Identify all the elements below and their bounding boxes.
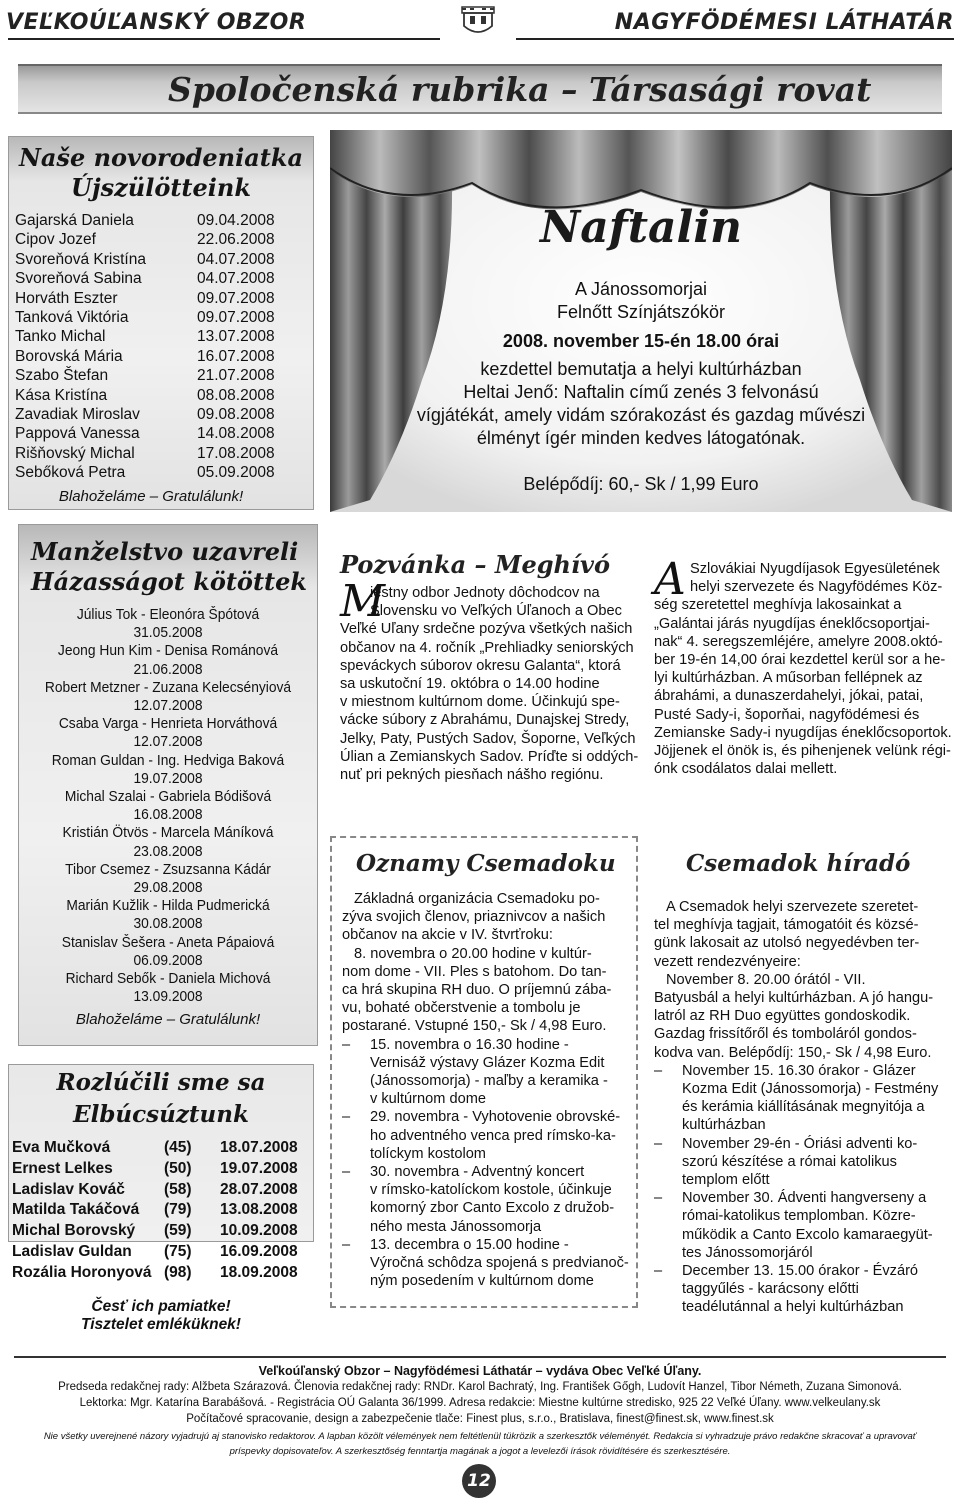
list-item [342,1036,626,1109]
list-dash: – [342,1036,351,1053]
death-date: 18.07.2008 [220,1139,298,1156]
text-line: komorný zbor Canto Excolo z družob- [370,1200,615,1217]
marriage-couple: Kristián Ötvös - Marcela Máníková [62,824,274,842]
deaths-block [8,1068,314,1334]
birth-date: 22.06.2008 [197,231,275,249]
birth-date: 04.07.2008 [197,270,275,288]
birth-date: 08.08.2008 [197,386,275,404]
deaths-title-hu: Elbúcsúztunk [73,1101,249,1128]
text-line: v rímsko-katolíckom kostole, účinkuje [370,1182,612,1199]
marriage-couple: Marián Kužlik - Hilda Pudmerická [66,897,270,915]
birth-row [15,386,313,405]
text-line: občanov na akcie v IV. štvrťroku: [342,927,553,944]
death-age: (79) [164,1201,192,1219]
marriages-title-hu: Házasságot kötöttek [31,567,308,596]
text-line: November 30. Ádventi hangverseny a [682,1190,927,1207]
birth-date: 09.04.2008 [197,212,275,229]
text-line: Veľké Uľany srdečne pozýva všetkých našich [340,621,633,638]
marriage-couple: Robert Metzner - Zuzana Kelecsényiová [44,678,292,696]
marriage-couple: Csaba Varga - Henrieta Horváthová [58,715,278,733]
birth-date: 16.07.2008 [197,347,275,365]
csemadok-sk-intro [342,890,626,1036]
list-dash: – [654,1062,663,1079]
naftalin-title: Naftalin [540,202,742,253]
death-row [12,1263,314,1284]
list-dash: – [654,1190,663,1207]
deaths-closing-sk: Česť ich pamiatke! [91,1297,231,1315]
text-line: November 29-én - Óriási adventi ko- [682,1135,918,1152]
births-title-hu: Újszülötteink [71,173,251,202]
death-row [12,1242,314,1263]
hu-invite-dropcap: A [654,554,686,605]
birth-name: Svoreňová Sabina [15,270,142,288]
marriage-date: 13.09.2008 [133,988,203,1006]
text-line: ca hrá skupina RH duo. O príjemnú zába- [342,982,612,999]
birth-name: Zavadiak Miroslav [15,406,140,424]
masthead-left-rule [8,38,440,40]
text-line: Szlovákiai Nyugdíjasok Egyesületének [690,561,940,577]
death-age: (45) [164,1139,192,1156]
text-line: templom előtt [682,1172,770,1189]
death-name: Matilda Takáčová [12,1201,140,1219]
text-line: tes Jánossomorjáról [682,1244,813,1261]
text-line: v miestnom kultúrnom dome. Účinkujú spe- [340,694,620,711]
text-line: günk lakosait az utolsó negyedévben ter- [654,935,920,952]
text-line: December 13. 15.00 órakor - Évzáró [682,1263,919,1280]
marriage-date: 19.07.2008 [133,769,203,787]
text-line: Batyusbál a helyi kultúrházban. A jó hangu- [654,990,934,1007]
death-row [12,1180,314,1201]
marriages-congrats: Blahoželáme – Gratulálunk! [75,1011,261,1029]
marriage-date: 06.09.2008 [133,951,203,969]
marriages-title-sk: Manželstvo uzavreli [31,537,299,566]
births-list [15,211,313,483]
csemadok-hu-items [654,1062,938,1317]
text-line: November 8. 20.00 órától - VII. [666,971,866,988]
text-line: ným posedením v kultúrnom dome [370,1273,594,1290]
hu-invite-article [654,554,952,778]
birth-date: 09.07.2008 [197,309,275,327]
death-name: Ernest Lelkes [12,1159,113,1177]
birth-row [15,327,313,346]
marriages-panel [18,524,318,1046]
text-line: ség szeretettel meghívja lakosainkat a [654,597,902,614]
birth-date: 13.07.2008 [197,328,275,346]
birth-row [15,347,313,366]
text-line: Slovensku vo Veľkých Úľanoch a Obec [370,603,622,620]
text-line: nak“ 4. seregszemléjére, amelyre 2008.októ- [654,633,943,650]
marriage-date: 12.07.2008 [133,697,203,715]
naftalin-line6: vígjátékát, amely vidám szórakozást és gazdag művészi [416,405,866,425]
marriage-date: 16.08.2008 [133,806,203,824]
naftalin-line5: Heltai Jenő: Naftalin című zenés 3 felvonású [463,382,819,402]
death-row [12,1138,314,1159]
births-congrats: Blahoželáme – Gratulálunk! [58,487,244,505]
deaths-title-sk: Rozlúčili sme sa [56,1069,266,1096]
text-line: ónk csodálatos dalai mellett. [654,761,838,778]
text-line: ného mesta Jánossomorja [370,1218,542,1235]
birth-row [15,250,313,269]
text-line: vácke súbory z Abrahámu, Dunajskej Stredy, [340,712,630,729]
birth-row [15,366,313,385]
naftalin-line7: élményt ígér minden kedves látogatónak. [476,428,806,448]
page-number-badge [462,1464,496,1498]
text-line: teadélutánnal a helyi kultúrházban [682,1299,904,1316]
text-line: A Csemadok helyi szervezete szeretet- [666,899,919,915]
list-item-text [370,1108,620,1163]
text-line: Zemianske Sady-i nyugdíjas éneklőcsoportok. [654,724,952,741]
csemadok-sk-items [342,1036,629,1291]
text-line: helyi szervezete és Nagyfödémes Köz- [690,579,943,596]
birth-name: Sebőková Petra [15,464,126,482]
list-dash: – [342,1109,351,1126]
death-age: (75) [164,1242,192,1260]
birth-date: 17.08.2008 [197,444,275,462]
text-line: sa uskutoční 19. októbra o 14.00 hodine [340,676,600,693]
death-date: 18.09.2008 [220,1263,298,1281]
list-item-text [682,1062,938,1135]
birth-name: Szabo Štefan [15,367,109,385]
marriage-couple: Michal Szalai - Gabriela Bódišová [64,788,272,806]
text-line: kodva van. Belépődíj: 150,- Sk / 4,98 Euro. [654,1044,932,1061]
text-line: ho adventného venca pred rímsko-ka- [370,1127,616,1144]
marriage-date: 12.07.2008 [133,733,203,751]
list-item [654,1135,938,1190]
birth-date: 05.09.2008 [197,464,275,482]
marriage-couple: Richard Sebők - Daniela Michová [65,970,271,988]
masthead-right: NAGYFÖDÉMESI LÁTHATÁR [614,10,954,35]
list-item [342,1108,626,1163]
marriage-couple: Tibor Csemez - Zsuzsanna Kádár [65,860,271,878]
birth-name: Pappová Vanessa [15,425,140,443]
birth-row [15,230,313,249]
page-number: 12 [467,1471,491,1491]
invite-title: Pozvánka – Meghívó [340,550,611,579]
birth-row [15,444,313,463]
text-line: szorú készítése a római katolikus [682,1153,897,1170]
death-date: 10.09.2008 [220,1222,298,1240]
birth-row [15,269,313,288]
birth-row [15,289,313,308]
text-line: iestny odbor Jednoty dôchodcov na [370,585,600,601]
marriage-couple: Stanislav Šešera - Aneta Pápaiová [61,933,275,951]
death-name: Eva Mučková [12,1139,111,1156]
death-date: 13.08.2008 [220,1201,298,1219]
text-line: római-katolikus templomban. Közre- [682,1208,916,1225]
death-row [12,1159,314,1180]
birth-name: Rišňovský Michal [15,444,135,462]
csemadok-hu-article [654,898,938,1317]
birth-date: 04.07.2008 [197,250,275,268]
masthead-right-rule [516,38,954,40]
marriage-date: 23.08.2008 [133,842,203,860]
text-line: zýva svojich členov, priaznivcov a našich [342,909,606,926]
text-line: tolíckym kostolom [370,1145,486,1162]
birth-row [15,211,313,230]
text-line: v kultúrnom dome [370,1091,486,1108]
csemadok-sk-title: Oznamy Csemadoku [356,850,616,877]
text-line: (Jánossomorja) - maľby a keramika - [370,1073,608,1090]
death-row [12,1221,314,1242]
masthead-left: VEĽKOÚĽANSKÝ OBZOR [6,10,307,35]
death-age: (59) [164,1222,192,1240]
birth-row [15,424,313,443]
footer-rule [14,1356,946,1358]
marriage-couple: Jeong Hun Kim - Denisa Románová [57,642,279,660]
death-age: (58) [164,1180,192,1198]
death-date: 19.07.2008 [220,1159,298,1177]
naftalin-line4: kezdettel bemutatja a helyi kultúrházban [480,359,802,379]
naftalin-line2: Felnőtt Színjátszókör [556,302,726,322]
footer-printing: Počítačové spracovanie, design a zabezpečenie tlače: Finest plus, s.r.o., Bratislava, finest@finest.sk, www.finest.sk [186,1413,774,1425]
text-line: 30. novembra - Adventný koncert [370,1164,585,1181]
text-line: ábrahámi, a dunaszerdahelyi, jókai, patai, [654,688,924,705]
text-line: Výročná schôdza spojená s predvianoč- [370,1255,629,1272]
text-line: és kerámia kiállításának megnyitója a [682,1099,925,1116]
list-item-text [370,1236,629,1291]
text-line: 8. novembra o 20.00 hodine v kultúr- [354,945,592,962]
footer-registration: Lektorka: Mgr. Katarína Barabášová. - Registrácia OÚ Galanta 36/1999. Adresa redakcie: Miestne kultúrne stredisko, 925 22 Veľké Úľany. www.velkeulany.sk [79,1397,881,1409]
death-date: 28.07.2008 [220,1180,298,1198]
birth-name: Kása Kristína [15,386,108,404]
text-line: Základná organizácia Csemadoku po- [354,891,600,907]
marriage-couple: Július Tok - Eleonóra Špótová [76,606,260,623]
marriage-couple: Roman Guldan - Ing. Hedviga Baková [51,751,285,769]
text-line: latról az RH Duo együttes gondoskodik. [654,1008,911,1025]
birth-date: 09.07.2008 [197,289,275,307]
text-line: speváckych súborov okresu Galanta“, ktorá [340,657,621,674]
births-panel [8,136,314,510]
text-line: 15. novembra o 16.30 hodine - [370,1036,569,1053]
csemadok-hu-title: Csemadok híradó [686,850,911,877]
deaths-list [12,1138,314,1284]
text-line: 29. novembra - Vyhotovenie obrovské- [370,1109,621,1126]
text-line: Jelky, Paty, Pustých Sadov, Šoporne, Veľkých [340,730,636,747]
birth-name: Cipov Jozef [15,231,96,249]
text-line: „Galántai járás nyugdíjas éneklőcsoportjai- [654,615,930,632]
text-line: vezett rendezvényeire: [654,953,801,970]
list-item [342,1163,626,1236]
births-title-sk: Naše novorodeniatka [18,143,304,172]
list-item-text [682,1262,918,1317]
deaths-closing-hu: Tisztelet emléküknek! [81,1315,241,1333]
marriage-date: 29.08.2008 [133,879,203,897]
list-item [654,1062,938,1135]
birth-name: Svoreňová Kristína [15,250,146,268]
footer-disclaimer-2: príspevky dopisovateľov. A szerkesztőség fenntartja magának a jogot a levelezői írások rövidítésére és szerkesztésére. [229,1446,731,1457]
death-age: (98) [164,1263,192,1281]
list-dash: – [342,1236,351,1253]
death-name: Rozália Horonyová [12,1263,152,1281]
list-item-text [370,1036,608,1109]
list-dash: – [654,1263,663,1280]
list-dash: – [342,1164,351,1181]
text-line: nom dome - VII. Ples s batohom. Do tan- [342,963,607,980]
hu-invite-text [654,554,952,778]
list-dash: – [654,1135,663,1152]
footer-publisher: Veľkoúľanský Obzor – Nagyfödémesi Láthatár – vydáva Obec Veľké Úľany. [258,1364,702,1378]
birth-row [15,405,313,424]
birth-name: Tanková Viktória [15,309,129,327]
birth-name: Horváth Eszter [15,289,118,307]
text-line: Úlian a Zemianskych Sadov. Príďte si oddých- [340,748,639,765]
text-line: postarané. Vstupné 150,- Sk / 4,98 Euro. [342,1018,607,1035]
birth-date: 21.07.2008 [197,367,275,385]
csemadok-sk-article [342,890,629,1290]
csemadok-hu-intro [654,898,938,1062]
naftalin-poster [330,130,952,512]
text-line: Vernisáž výstavy Glázer Kozma Edit [370,1054,605,1071]
marriage-date: 30.08.2008 [133,915,203,933]
birth-date: 14.08.2008 [197,425,275,443]
list-item-text [370,1163,614,1236]
naftalin-line1: A Jánossomorjai [574,279,708,299]
death-age: (50) [164,1159,192,1177]
list-item [342,1236,629,1291]
birth-row [15,463,313,482]
marriages-list [19,606,317,1006]
birth-date: 09.08.2008 [197,406,275,424]
coat-of-arms-icon [458,4,498,40]
text-line: 13. decembra o 15.00 hodine - [370,1236,569,1253]
death-date: 16.09.2008 [220,1242,298,1260]
list-item [654,1262,938,1317]
text-line: vu, bohaté občerstvenie a tombolu je [342,1000,581,1017]
birth-name: Gajarská Daniela [15,212,134,229]
death-row [12,1200,314,1221]
footer-disclaimer-1: Nie všetky uverejnené názory vyjadrujú aj stanovisko redaktorov. A lapban közölt vélemények nem feltétlenül tükrözik a szerkesztők véleményét. Redakcia si vyhradzuje právo redakčne skracovať a upravovať [43,1431,917,1442]
section-title: Spoločenská rubrika – Társasági rovat [168,70,872,109]
list-item-text [682,1135,917,1190]
text-line: nuť pri pekných piesňach nášho regiónu. [340,767,604,784]
death-name: Ladislav Kováč [12,1180,125,1198]
text-line: lyi kultúrházban. A műsorban fellépnek az [654,670,923,687]
text-line: občanov na 4. ročník „Prehliadky seniorských [340,639,634,656]
text-line: kultúrházban [682,1117,766,1134]
invite-dropcap: M [340,576,386,627]
marriage-date: 31.05.2008 [133,624,203,642]
text-line: tel meghívja tagjait, támogatóit és közsé- [654,917,919,934]
birth-name: Tanko Michal [15,328,106,346]
section-banner [18,64,942,114]
birth-name: Borovská Mária [15,347,123,365]
text-line: Gazdag frissítőről és tomboláról gondos- [654,1026,917,1043]
text-line: Jöjjenek el önök is, és pihenjenek velünk régi- [654,743,951,760]
naftalin-date: 2008. november 15-én 18.00 órai [502,331,780,351]
marriage-date: 21.06.2008 [133,660,203,678]
text-line: taggyűlés - karácsony előtti [682,1281,859,1298]
list-item-text [682,1189,933,1262]
naftalin-fee: Belépődíj: 60,- Sk / 1,99 Euro [523,474,759,494]
text-line: ber 19-én 14,00 órai kezdettel kerül sor a he- [654,652,946,669]
text-line: November 15. 16.30 órakor - Glázer [682,1062,916,1079]
list-item [654,1189,938,1262]
text-line: Pusté Sady-i, šoporňai, nagyfödémesi és [654,706,920,723]
death-name: Michal Borovský [12,1222,136,1240]
footer-board: Predseda redakčnej rady: Alžbeta Szárazová. Členovia redakčnej rady: RNDr. Karol Bachratý, Ing. František Gőgh, Ludovít Hanzel, Tibor Németh, Zuzana Simonová. [58,1381,902,1393]
death-name: Ladislav Guldan [12,1242,132,1260]
text-line: működik a Canto Excolo kamaraegyüt- [682,1226,933,1243]
invite-article [340,576,639,784]
text-line: Kozma Edit (Jánossomorja) - Festmény [682,1081,939,1098]
birth-row [15,308,313,327]
